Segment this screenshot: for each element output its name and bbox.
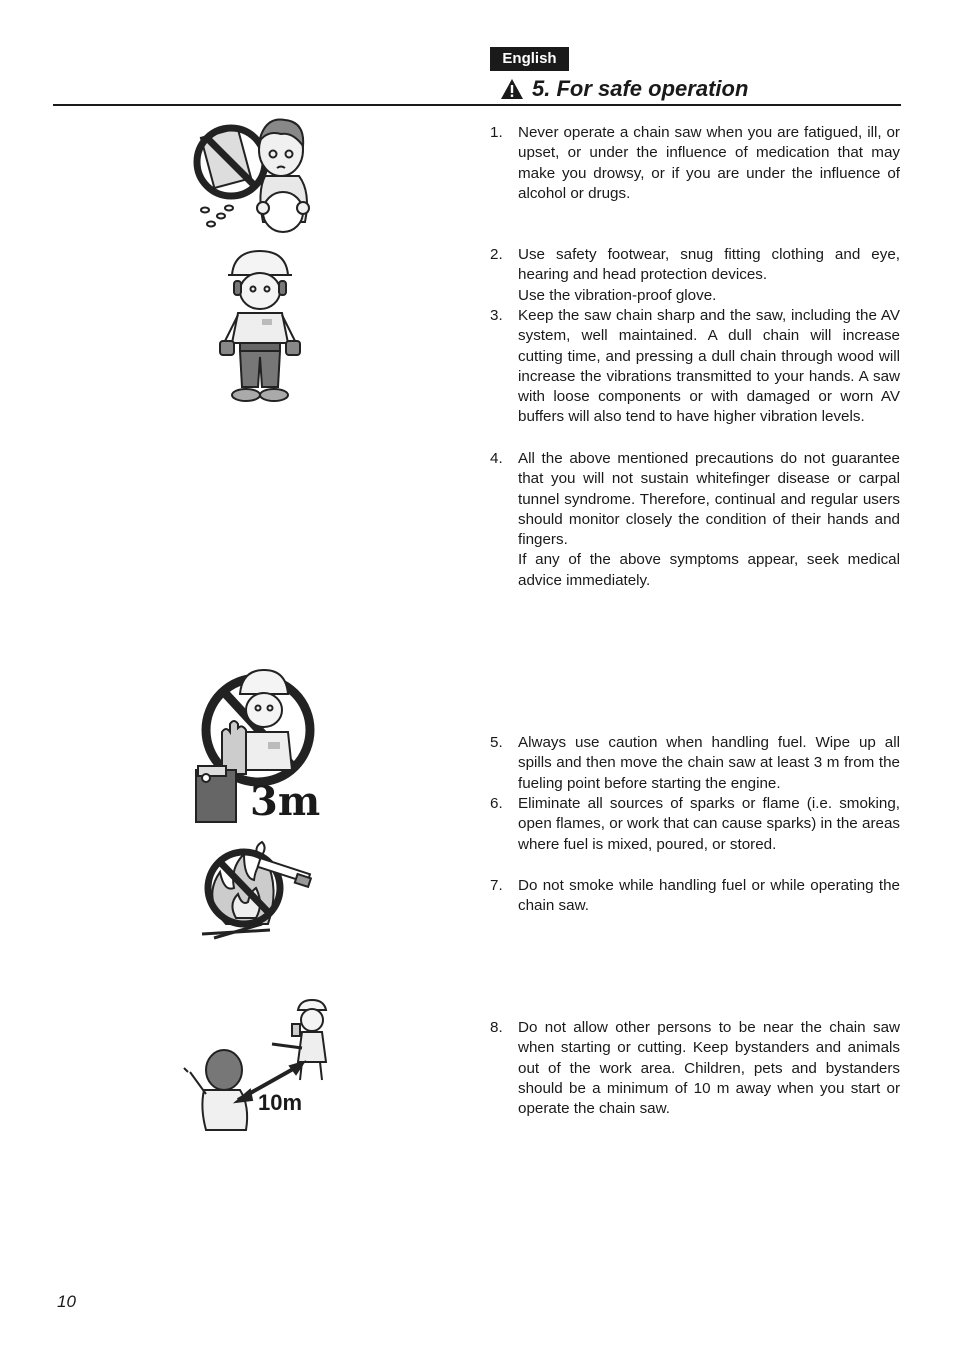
protective-gear-worker-illustration	[218, 247, 302, 405]
instruction-text: Always use caution when handling fuel. Wipe up all spills and then move the chain saw at least 3 m from the fueling point before starting the engine.	[518, 734, 900, 792]
instruction-text: If any of the above symptoms appear, seek medical advice immediately.	[518, 551, 900, 589]
no-flame-smoking-illustration	[196, 838, 314, 942]
instruction-text: Never operate a chain saw when you are fatigued, ill, or upset, or under the influence of medication that may make you drowsy, or if you are under the influence of alcohol or drugs.	[518, 124, 900, 202]
instruction-item	[490, 733, 900, 794]
fuel-distance-label: 3m	[250, 778, 321, 825]
instruction-item	[490, 123, 900, 204]
instruction-text: Do not allow other persons to be near the chain saw when starting or cutting. Keep bystanders and animals out of the work area. Children, pets and bystanders should be a minimum of 10 m away when you start or operate the chain saw.	[518, 1019, 900, 1118]
instruction-number: 2.	[490, 246, 503, 263]
no-medication-fatigue-illustration	[193, 112, 323, 240]
instruction-text: Use the vibration-proof glove.	[518, 286, 717, 304]
instruction-number: 6.	[490, 795, 503, 812]
instruction-number: 5.	[490, 734, 503, 751]
section-title	[500, 74, 748, 104]
instruction-item	[490, 449, 900, 591]
page-number: 10	[57, 1292, 76, 1311]
instruction-number: 7.	[490, 877, 503, 894]
warning-triangle-icon	[500, 78, 524, 100]
bystander-distance-illustration	[180, 996, 334, 1132]
instruction-text: Do not smoke while handling fuel or while operating the chain saw.	[518, 877, 900, 915]
instruction-item	[490, 1018, 900, 1119]
instruction-text: Eliminate all sources of sparks or flame (i.e. smoking, open flames, or work that can cause sparks) in the areas where fuel is mixed, poured, or stored.	[518, 795, 900, 853]
instruction-item	[490, 306, 900, 428]
instruction-item	[490, 876, 900, 917]
instruction-number: 4.	[490, 450, 503, 467]
header-divider	[53, 104, 901, 106]
instruction-text: All the above mentioned precautions do not guarantee that you will not sustain whitefinger disease or carpal tunnel syndrome. Therefore, continual and regular users should monitor closely the condition of their hands and fingers.	[518, 450, 900, 549]
bystander-distance-label: 10m	[258, 1090, 303, 1115]
instruction-text: Use safety footwear, snug fitting clothing and eye, hearing and head protection devices.	[518, 246, 900, 284]
instruction-number: 1.	[490, 124, 503, 141]
instruction-number: 3.	[490, 307, 503, 324]
instruction-text: Keep the saw chain sharp and the saw, including the AV system, well maintained. A dull chain will increase cutting time, and pressing a dull chain through wood will increase the vibrations transmitted to your hands. A saw with loose components or with damaged or worn AV buffers will also tend to have higher vibration levels.	[518, 307, 900, 426]
instruction-item	[490, 245, 900, 306]
instruction-item	[490, 794, 900, 855]
section-heading: 5. For safe operation	[532, 76, 749, 101]
language-badge: English	[490, 47, 569, 71]
instruction-number: 8.	[490, 1019, 503, 1036]
